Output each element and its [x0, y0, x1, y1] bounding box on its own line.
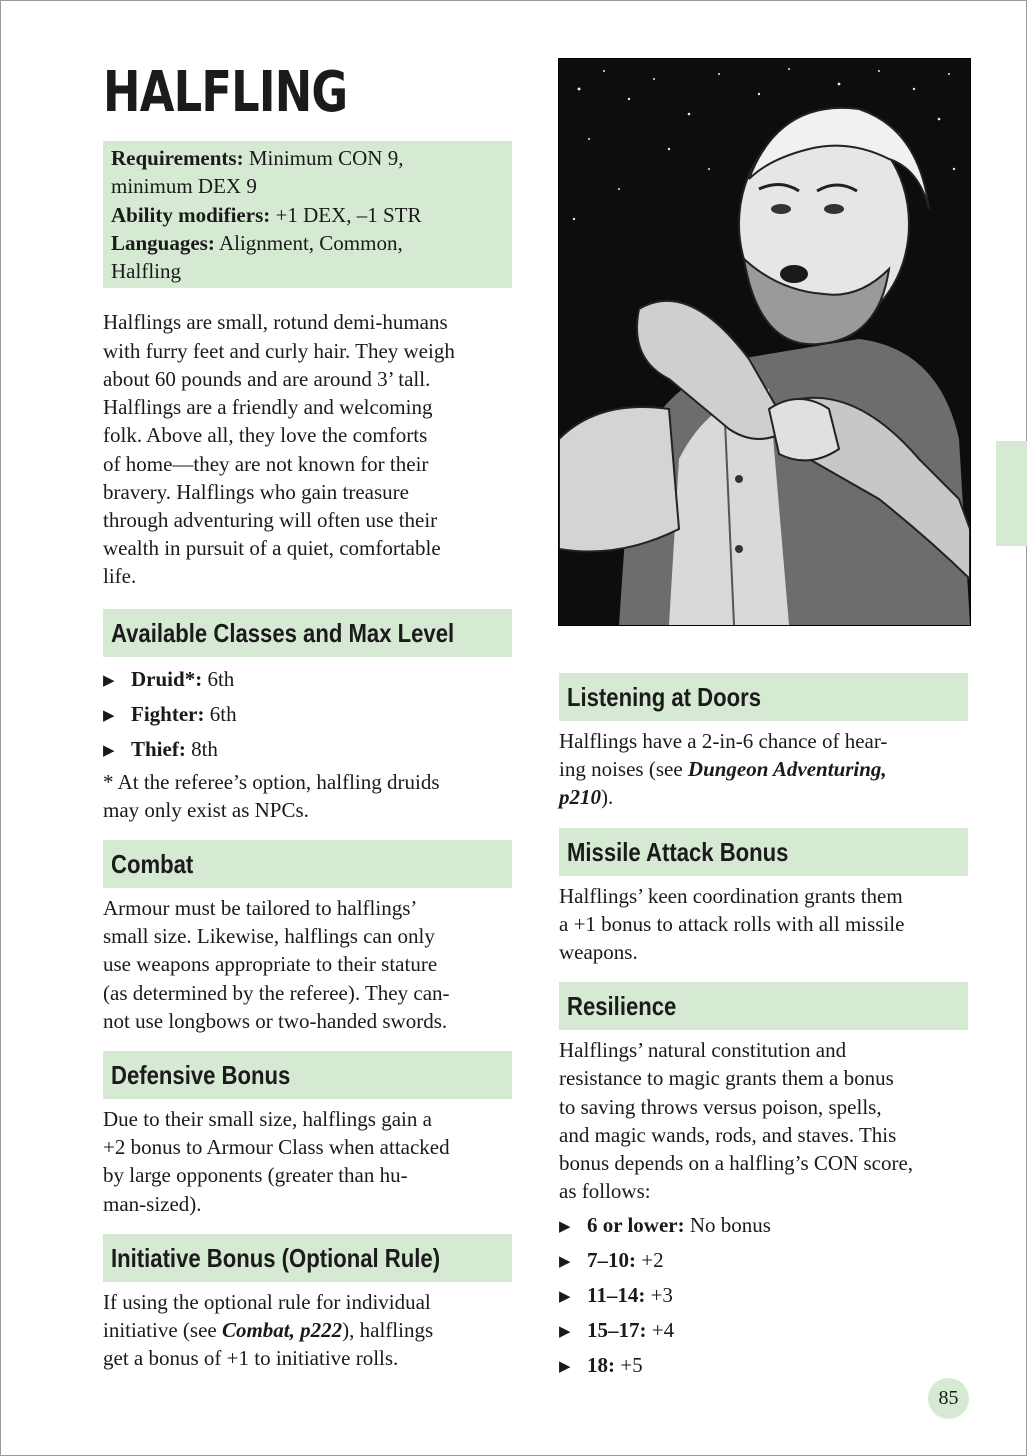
intro-line: folk. Above all, they love the comforts — [103, 423, 428, 448]
initiative-paragraph — [103, 1288, 512, 1373]
dungeon-reference: Dungeon Adventuring, — [687, 757, 887, 782]
resilience-line: as follows: — [559, 1179, 651, 1204]
heading-text: Combat — [111, 848, 194, 879]
combat-line: small size. Likewise, halflings can only — [103, 924, 435, 949]
ability-modifiers-label: Ability modifiers: — [111, 202, 271, 227]
resilience-line: Halflings’ natural constitution and — [559, 1038, 847, 1063]
intro-line: life. — [103, 564, 137, 589]
class-level: 6th — [202, 666, 235, 691]
resilience-line: resistance to magic grants them a bonus — [559, 1066, 894, 1091]
triangle-bullet-icon: ▶ — [559, 1359, 571, 1376]
intro-line: of home—they are not known for their — [103, 451, 429, 476]
con-score: 18: — [587, 1353, 615, 1378]
triangle-bullet-icon: ▶ — [103, 672, 115, 689]
page-title: HALFLING — [103, 60, 348, 125]
section-heading-combat — [103, 840, 512, 888]
list-item — [103, 733, 512, 768]
triangle-bullet-icon: ▶ — [103, 707, 115, 724]
class-mark: *: — [184, 666, 203, 691]
combat-line: (as determined by the referee). They can- — [103, 980, 450, 1005]
combat-line: not use longbows or two-handed swords. — [103, 1008, 448, 1033]
resilience-line: and magic wands, rods, and staves. This — [559, 1122, 897, 1147]
triangle-bullet-icon: ▶ — [559, 1254, 571, 1271]
listening-line: ). — [601, 785, 614, 810]
intro-line: Halflings are a friendly and welcoming — [103, 395, 433, 420]
triangle-bullet-icon: ▶ — [559, 1324, 571, 1341]
initiative-line: ), halflings — [342, 1317, 434, 1342]
section-heading-missile — [559, 828, 968, 876]
defensive-line: man-sized). — [103, 1191, 202, 1216]
triangle-bullet-icon: ▶ — [559, 1289, 571, 1306]
requirements-box — [103, 141, 512, 288]
con-score: 7–10: — [587, 1248, 636, 1273]
right-column — [559, 673, 968, 1384]
languages-label: Languages: — [111, 230, 215, 255]
combat-paragraph — [103, 894, 512, 1035]
note-line: may only exist as NPCs. — [103, 797, 309, 822]
combat-line: Armour must be tailored to halflings’ — [103, 895, 418, 920]
class-level: 8th — [185, 736, 218, 761]
intro-line: through adventuring will often use their — [103, 507, 438, 532]
ability-modifiers-value: +1 DEX, –1 STR — [270, 202, 422, 227]
chapter-tab — [996, 441, 1027, 546]
section-heading-classes — [103, 609, 512, 657]
missile-line: weapons. — [559, 940, 638, 965]
combat-reference: Combat, p222 — [221, 1317, 343, 1342]
class-name: Druid — [131, 666, 185, 691]
bonus-value: +4 — [646, 1318, 675, 1343]
listening-line: ing noises (see — [559, 757, 688, 782]
listening-paragraph — [559, 727, 968, 812]
resilience-line: to saving throws versus poison, spells, — [559, 1094, 882, 1119]
class-level: 6th — [204, 701, 237, 726]
missile-line: a +1 bonus to attack rolls with all missile — [559, 911, 905, 936]
resilience-line: bonus depends on a halfling’s CON score, — [559, 1151, 914, 1176]
defensive-line: by large opponents (greater than hu- — [103, 1163, 408, 1188]
defensive-paragraph — [103, 1105, 512, 1218]
list-item — [559, 1244, 968, 1279]
heading-text: Initiative Bonus (Optional Rule) — [111, 1242, 441, 1273]
classes-note — [103, 768, 512, 824]
heading-text: Defensive Bonus — [111, 1059, 291, 1090]
bonus-value: No bonus — [684, 1213, 771, 1238]
intro-line: Halflings are small, rotund demi-humans — [103, 310, 448, 335]
con-score: 6 or lower: — [587, 1213, 685, 1238]
intro-line: bravery. Halflings who gain treasure — [103, 479, 409, 504]
intro-line: about 60 pounds and are around 3’ tall. — [103, 366, 431, 391]
triangle-bullet-icon: ▶ — [559, 1219, 571, 1236]
triangle-bullet-icon: ▶ — [103, 742, 115, 759]
list-item — [559, 1314, 968, 1349]
section-heading-resilience — [559, 982, 968, 1030]
list-item — [559, 1349, 968, 1384]
missile-line: Halflings’ keen coordination grants them — [559, 883, 903, 908]
requirements-value: Minimum CON 9, — [243, 146, 404, 170]
list-item — [103, 663, 512, 698]
intro-line: wealth in pursuit of a quiet, comfortable — [103, 536, 441, 561]
dungeon-reference-page: p210 — [559, 785, 601, 810]
bonus-value: +5 — [615, 1353, 643, 1378]
class-name: Fighter: — [131, 701, 205, 726]
resilience-list — [559, 1209, 968, 1384]
page-number: 85 — [928, 1378, 969, 1419]
list-item — [559, 1209, 968, 1244]
languages-value-2: Halfling — [111, 259, 181, 284]
bonus-value: +2 — [636, 1248, 664, 1273]
list-item — [103, 698, 512, 733]
note-line: * At the referee’s option, halfling druids — [103, 769, 440, 794]
initiative-line: initiative (see — [103, 1317, 222, 1342]
requirements-value-2: minimum DEX 9 — [111, 174, 257, 199]
intro-line: with furry feet and curly hair. They weigh — [103, 338, 455, 363]
section-heading-initiative — [103, 1234, 512, 1282]
combat-line: use weapons appropriate to their stature — [103, 952, 438, 977]
left-column — [103, 58, 512, 1372]
initiative-line: get a bonus of +1 to initiative rolls. — [103, 1346, 399, 1371]
heading-text: Missile Attack Bonus — [567, 836, 789, 867]
class-name: Thief: — [131, 736, 186, 761]
listening-line: Halflings have a 2-in-6 chance of hear- — [559, 729, 888, 753]
halfling-illustration — [558, 58, 971, 626]
defensive-line: Due to their small size, halflings gain a — [103, 1106, 432, 1131]
list-item — [559, 1279, 968, 1314]
heading-text: Available Classes and Max Level — [111, 617, 455, 648]
requirements-label: Requirements: — [111, 146, 244, 170]
languages-value: Alignment, Common, — [214, 230, 403, 255]
intro-paragraph — [103, 308, 512, 590]
con-score: 15–17: — [587, 1318, 647, 1343]
bonus-value: +3 — [645, 1283, 673, 1308]
section-heading-defensive — [103, 1051, 512, 1099]
con-score: 11–14: — [587, 1283, 646, 1308]
defensive-line: +2 bonus to Armour Class when attacked — [103, 1135, 450, 1160]
section-heading-listening — [559, 673, 968, 721]
classes-list — [103, 663, 512, 768]
heading-text: Listening at Doors — [567, 682, 762, 712]
resilience-paragraph — [559, 1036, 968, 1205]
heading-text: Resilience — [567, 991, 677, 1022]
initiative-line: If using the optional rule for individual — [103, 1289, 431, 1314]
missile-paragraph — [559, 882, 968, 967]
